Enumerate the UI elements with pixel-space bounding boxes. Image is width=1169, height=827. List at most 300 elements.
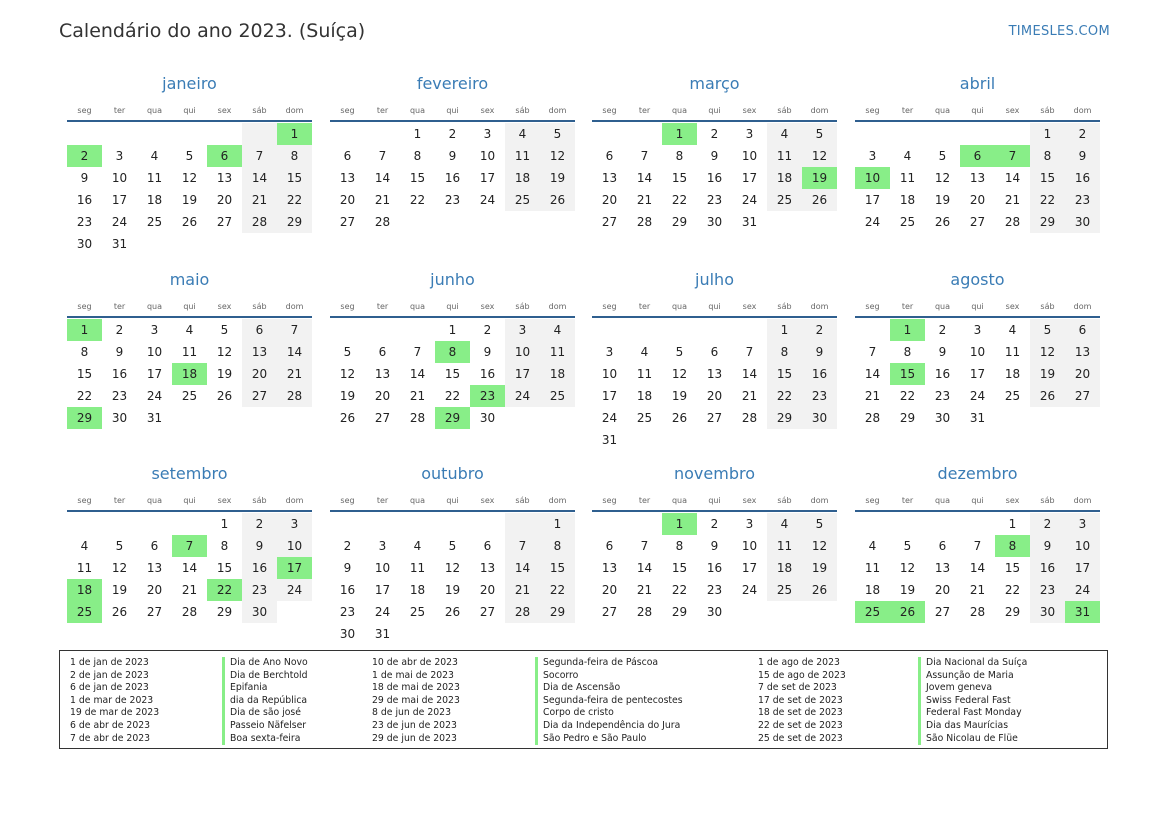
day-cell[interactable]: 2 xyxy=(710,517,719,531)
day-cell[interactable]: 8 xyxy=(413,149,422,163)
day-cell[interactable]: 9 xyxy=(938,345,947,359)
day-cell[interactable]: 20 xyxy=(216,193,233,207)
day-cell[interactable]: 24 xyxy=(479,193,496,207)
day-cell[interactable]: 4 xyxy=(505,123,540,145)
day-cell[interactable]: 29 xyxy=(899,411,916,425)
day-cell[interactable]: 12 xyxy=(339,367,356,381)
day-cell[interactable]: 7 xyxy=(378,149,387,163)
day-cell[interactable]: 13 xyxy=(146,561,163,575)
holiday-day[interactable]: 18 xyxy=(67,579,102,601)
day-cell[interactable]: 20 xyxy=(479,583,496,597)
day-cell[interactable]: 31 xyxy=(741,215,758,229)
day-cell[interactable]: 30 xyxy=(76,237,93,251)
day-cell[interactable]: 11 xyxy=(76,561,93,575)
day-cell[interactable]: 19 xyxy=(934,193,951,207)
day-cell[interactable]: 12 xyxy=(216,345,233,359)
day-cell[interactable]: 26 xyxy=(111,605,128,619)
day-cell[interactable]: 13 xyxy=(216,171,233,185)
day-cell[interactable]: 26 xyxy=(934,215,951,229)
day-cell[interactable]: 4 xyxy=(767,513,802,535)
day-cell[interactable]: 7 xyxy=(242,145,277,167)
day-cell[interactable]: 21 xyxy=(636,583,653,597)
day-cell[interactable]: 27 xyxy=(1065,385,1100,407)
day-cell[interactable]: 11 xyxy=(540,341,575,363)
day-cell[interactable]: 15 xyxy=(671,561,688,575)
day-cell[interactable]: 22 xyxy=(76,389,93,403)
day-cell[interactable]: 14 xyxy=(636,171,653,185)
day-cell[interactable]: 10 xyxy=(479,149,496,163)
day-cell[interactable]: 3 xyxy=(378,539,387,553)
day-cell[interactable]: 19 xyxy=(671,389,688,403)
day-cell[interactable]: 29 xyxy=(767,407,802,429)
day-cell[interactable]: 4 xyxy=(903,149,912,163)
holiday-day[interactable]: 1 xyxy=(890,319,925,341)
day-cell[interactable]: 24 xyxy=(1065,579,1100,601)
day-cell[interactable]: 1 xyxy=(1008,517,1017,531)
day-cell[interactable]: 29 xyxy=(216,605,233,619)
day-cell[interactable]: 25 xyxy=(181,389,198,403)
day-cell[interactable]: 15 xyxy=(767,363,802,385)
day-cell[interactable]: 10 xyxy=(1065,535,1100,557)
day-cell[interactable]: 23 xyxy=(111,389,128,403)
day-cell[interactable]: 17 xyxy=(479,171,496,185)
day-cell[interactable]: 30 xyxy=(1065,211,1100,233)
day-cell[interactable]: 17 xyxy=(864,193,881,207)
holiday-day[interactable]: 29 xyxy=(67,407,102,429)
day-cell[interactable]: 1 xyxy=(767,319,802,341)
day-cell[interactable]: 29 xyxy=(671,605,688,619)
day-cell[interactable]: 2 xyxy=(802,319,837,341)
day-cell[interactable]: 14 xyxy=(242,167,277,189)
day-cell[interactable]: 20 xyxy=(146,583,163,597)
day-cell[interactable]: 26 xyxy=(802,579,837,601)
day-cell[interactable]: 18 xyxy=(505,167,540,189)
day-cell[interactable]: 12 xyxy=(540,145,575,167)
day-cell[interactable]: 16 xyxy=(706,171,723,185)
day-cell[interactable]: 13 xyxy=(706,367,723,381)
day-cell[interactable]: 17 xyxy=(374,583,391,597)
day-cell[interactable]: 18 xyxy=(864,583,881,597)
day-cell[interactable]: 30 xyxy=(111,411,128,425)
day-cell[interactable]: 24 xyxy=(741,193,758,207)
day-cell[interactable]: 21 xyxy=(741,389,758,403)
day-cell[interactable]: 15 xyxy=(409,171,426,185)
day-cell[interactable]: 24 xyxy=(374,605,391,619)
holiday-day[interactable]: 10 xyxy=(855,167,890,189)
day-cell[interactable]: 7 xyxy=(640,149,649,163)
day-cell[interactable]: 12 xyxy=(1030,341,1065,363)
day-cell[interactable]: 28 xyxy=(409,411,426,425)
day-cell[interactable]: 16 xyxy=(802,363,837,385)
day-cell[interactable]: 3 xyxy=(745,517,754,531)
day-cell[interactable]: 31 xyxy=(146,411,163,425)
day-cell[interactable]: 28 xyxy=(636,215,653,229)
day-cell[interactable]: 3 xyxy=(150,323,159,337)
day-cell[interactable]: 20 xyxy=(601,193,618,207)
day-cell[interactable]: 10 xyxy=(505,341,540,363)
day-cell[interactable]: 26 xyxy=(339,411,356,425)
day-cell[interactable]: 24 xyxy=(277,579,312,601)
day-cell[interactable]: 29 xyxy=(1030,211,1065,233)
day-cell[interactable]: 6 xyxy=(483,539,492,553)
day-cell[interactable]: 8 xyxy=(767,341,802,363)
day-cell[interactable]: 26 xyxy=(540,189,575,211)
day-cell[interactable]: 23 xyxy=(339,605,356,619)
day-cell[interactable]: 3 xyxy=(745,127,754,141)
day-cell[interactable]: 4 xyxy=(1008,323,1017,337)
day-cell[interactable]: 6 xyxy=(242,319,277,341)
day-cell[interactable]: 1 xyxy=(413,127,422,141)
day-cell[interactable]: 25 xyxy=(505,189,540,211)
day-cell[interactable]: 20 xyxy=(374,389,391,403)
day-cell[interactable]: 14 xyxy=(277,341,312,363)
day-cell[interactable]: 20 xyxy=(1065,363,1100,385)
day-cell[interactable]: 2 xyxy=(242,513,277,535)
day-cell[interactable]: 6 xyxy=(378,345,387,359)
holiday-day[interactable]: 17 xyxy=(277,557,312,579)
day-cell[interactable]: 9 xyxy=(115,345,124,359)
day-cell[interactable]: 28 xyxy=(242,211,277,233)
day-cell[interactable]: 7 xyxy=(413,345,422,359)
day-cell[interactable]: 13 xyxy=(934,561,951,575)
day-cell[interactable]: 27 xyxy=(146,605,163,619)
day-cell[interactable]: 24 xyxy=(969,389,986,403)
day-cell[interactable]: 19 xyxy=(899,583,916,597)
day-cell[interactable]: 25 xyxy=(409,605,426,619)
day-cell[interactable]: 25 xyxy=(767,189,802,211)
day-cell[interactable]: 27 xyxy=(216,215,233,229)
day-cell[interactable]: 22 xyxy=(1030,189,1065,211)
day-cell[interactable]: 5 xyxy=(185,149,194,163)
holiday-day[interactable]: 19 xyxy=(802,167,837,189)
holiday-day[interactable]: 26 xyxy=(890,601,925,623)
day-cell[interactable]: 9 xyxy=(710,149,719,163)
day-cell[interactable]: 18 xyxy=(409,583,426,597)
day-cell[interactable]: 19 xyxy=(1030,363,1065,385)
day-cell[interactable]: 7 xyxy=(640,539,649,553)
day-cell[interactable]: 21 xyxy=(636,193,653,207)
day-cell[interactable]: 16 xyxy=(76,193,93,207)
day-cell[interactable]: 7 xyxy=(277,319,312,341)
day-cell[interactable]: 25 xyxy=(146,215,163,229)
day-cell[interactable]: 11 xyxy=(146,171,163,185)
day-cell[interactable]: 30 xyxy=(934,411,951,425)
day-cell[interactable]: 21 xyxy=(242,189,277,211)
day-cell[interactable]: 8 xyxy=(277,145,312,167)
day-cell[interactable]: 16 xyxy=(706,561,723,575)
day-cell[interactable]: 21 xyxy=(969,583,986,597)
day-cell[interactable]: 17 xyxy=(505,363,540,385)
day-cell[interactable]: 10 xyxy=(111,171,128,185)
day-cell[interactable]: 13 xyxy=(339,171,356,185)
day-cell[interactable]: 3 xyxy=(115,149,124,163)
day-cell[interactable]: 28 xyxy=(636,605,653,619)
day-cell[interactable]: 19 xyxy=(540,167,575,189)
day-cell[interactable]: 5 xyxy=(540,123,575,145)
day-cell[interactable]: 9 xyxy=(802,341,837,363)
day-cell[interactable]: 20 xyxy=(242,363,277,385)
day-cell[interactable]: 4 xyxy=(80,539,89,553)
day-cell[interactable]: 7 xyxy=(973,539,982,553)
day-cell[interactable]: 21 xyxy=(505,579,540,601)
day-cell[interactable]: 21 xyxy=(374,193,391,207)
day-cell[interactable]: 12 xyxy=(934,171,951,185)
day-cell[interactable]: 12 xyxy=(181,171,198,185)
day-cell[interactable]: 27 xyxy=(242,385,277,407)
day-cell[interactable]: 13 xyxy=(479,561,496,575)
holiday-day[interactable]: 25 xyxy=(67,601,102,623)
day-cell[interactable]: 25 xyxy=(1004,389,1021,403)
day-cell[interactable]: 22 xyxy=(899,389,916,403)
holiday-day[interactable]: 1 xyxy=(277,123,312,145)
day-cell[interactable]: 26 xyxy=(216,389,233,403)
holiday-day[interactable]: 1 xyxy=(662,123,697,145)
day-cell[interactable]: 29 xyxy=(277,211,312,233)
day-cell[interactable]: 14 xyxy=(636,561,653,575)
day-cell[interactable]: 10 xyxy=(741,149,758,163)
day-cell[interactable]: 16 xyxy=(242,557,277,579)
day-cell[interactable]: 2 xyxy=(1065,123,1100,145)
day-cell[interactable]: 4 xyxy=(868,539,877,553)
day-cell[interactable]: 11 xyxy=(767,535,802,557)
day-cell[interactable]: 13 xyxy=(601,171,618,185)
day-cell[interactable]: 26 xyxy=(181,215,198,229)
day-cell[interactable]: 14 xyxy=(969,561,986,575)
day-cell[interactable]: 15 xyxy=(76,367,93,381)
day-cell[interactable]: 24 xyxy=(146,389,163,403)
day-cell[interactable]: 23 xyxy=(1030,579,1065,601)
day-cell[interactable]: 9 xyxy=(448,149,457,163)
day-cell[interactable]: 15 xyxy=(277,167,312,189)
day-cell[interactable]: 28 xyxy=(1004,215,1021,229)
day-cell[interactable]: 1 xyxy=(220,517,229,531)
day-cell[interactable]: 12 xyxy=(899,561,916,575)
day-cell[interactable]: 11 xyxy=(1004,345,1021,359)
day-cell[interactable]: 16 xyxy=(111,367,128,381)
day-cell[interactable]: 28 xyxy=(277,385,312,407)
day-cell[interactable]: 2 xyxy=(343,539,352,553)
day-cell[interactable]: 16 xyxy=(1065,167,1100,189)
day-cell[interactable]: 11 xyxy=(864,561,881,575)
day-cell[interactable]: 18 xyxy=(146,193,163,207)
day-cell[interactable]: 4 xyxy=(150,149,159,163)
day-cell[interactable]: 6 xyxy=(938,539,947,553)
day-cell[interactable]: 27 xyxy=(601,215,618,229)
day-cell[interactable]: 29 xyxy=(671,215,688,229)
day-cell[interactable]: 2 xyxy=(448,127,457,141)
day-cell[interactable]: 8 xyxy=(220,539,229,553)
day-cell[interactable]: 6 xyxy=(710,345,719,359)
day-cell[interactable]: 15 xyxy=(444,367,461,381)
day-cell[interactable]: 3 xyxy=(973,323,982,337)
day-cell[interactable]: 30 xyxy=(706,215,723,229)
day-cell[interactable]: 9 xyxy=(483,345,492,359)
day-cell[interactable]: 28 xyxy=(505,601,540,623)
holiday-day[interactable]: 29 xyxy=(435,407,470,429)
day-cell[interactable]: 26 xyxy=(802,189,837,211)
day-cell[interactable]: 19 xyxy=(444,583,461,597)
holiday-day[interactable]: 6 xyxy=(207,145,242,167)
day-cell[interactable]: 15 xyxy=(1004,561,1021,575)
day-cell[interactable]: 14 xyxy=(181,561,198,575)
day-cell[interactable]: 8 xyxy=(80,345,89,359)
day-cell[interactable]: 2 xyxy=(115,323,124,337)
day-cell[interactable]: 19 xyxy=(181,193,198,207)
day-cell[interactable]: 7 xyxy=(745,345,754,359)
day-cell[interactable]: 8 xyxy=(675,149,684,163)
day-cell[interactable]: 24 xyxy=(111,215,128,229)
day-cell[interactable]: 23 xyxy=(444,193,461,207)
day-cell[interactable]: 27 xyxy=(969,215,986,229)
day-cell[interactable]: 14 xyxy=(374,171,391,185)
day-cell[interactable]: 18 xyxy=(767,167,802,189)
day-cell[interactable]: 13 xyxy=(601,561,618,575)
holiday-day[interactable]: 2 xyxy=(67,145,102,167)
day-cell[interactable]: 5 xyxy=(675,345,684,359)
day-cell[interactable]: 17 xyxy=(969,367,986,381)
day-cell[interactable]: 31 xyxy=(601,433,618,447)
day-cell[interactable]: 19 xyxy=(111,583,128,597)
day-cell[interactable]: 6 xyxy=(150,539,159,553)
day-cell[interactable]: 6 xyxy=(1065,319,1100,341)
day-cell[interactable]: 28 xyxy=(374,215,391,229)
day-cell[interactable]: 15 xyxy=(540,557,575,579)
day-cell[interactable]: 2 xyxy=(938,323,947,337)
day-cell[interactable]: 20 xyxy=(601,583,618,597)
day-cell[interactable]: 30 xyxy=(242,601,277,623)
day-cell[interactable]: 18 xyxy=(540,363,575,385)
day-cell[interactable]: 28 xyxy=(741,411,758,425)
day-cell[interactable]: 11 xyxy=(767,145,802,167)
day-cell[interactable]: 24 xyxy=(601,411,618,425)
day-cell[interactable]: 17 xyxy=(741,561,758,575)
day-cell[interactable]: 16 xyxy=(444,171,461,185)
day-cell[interactable]: 21 xyxy=(1004,193,1021,207)
day-cell[interactable]: 18 xyxy=(636,389,653,403)
holiday-day[interactable]: 22 xyxy=(207,579,242,601)
day-cell[interactable]: 27 xyxy=(374,411,391,425)
day-cell[interactable]: 20 xyxy=(706,389,723,403)
day-cell[interactable]: 17 xyxy=(741,171,758,185)
day-cell[interactable]: 17 xyxy=(1065,557,1100,579)
holiday-day[interactable]: 8 xyxy=(435,341,470,363)
day-cell[interactable]: 17 xyxy=(601,389,618,403)
day-cell[interactable]: 18 xyxy=(1004,367,1021,381)
holiday-day[interactable]: 1 xyxy=(662,513,697,535)
day-cell[interactable]: 18 xyxy=(899,193,916,207)
day-cell[interactable]: 30 xyxy=(479,411,496,425)
day-cell[interactable]: 25 xyxy=(636,411,653,425)
day-cell[interactable]: 31 xyxy=(111,237,128,251)
day-cell[interactable]: 4 xyxy=(413,539,422,553)
day-cell[interactable]: 26 xyxy=(444,605,461,619)
day-cell[interactable]: 6 xyxy=(343,149,352,163)
day-cell[interactable]: 15 xyxy=(216,561,233,575)
day-cell[interactable]: 20 xyxy=(339,193,356,207)
day-cell[interactable]: 16 xyxy=(479,367,496,381)
holiday-day[interactable]: 1 xyxy=(67,319,102,341)
day-cell[interactable]: 10 xyxy=(374,561,391,575)
day-cell[interactable]: 25 xyxy=(540,385,575,407)
day-cell[interactable]: 11 xyxy=(899,171,916,185)
day-cell[interactable]: 21 xyxy=(409,389,426,403)
day-cell[interactable]: 10 xyxy=(146,345,163,359)
day-cell[interactable]: 31 xyxy=(374,627,391,641)
day-cell[interactable]: 14 xyxy=(741,367,758,381)
day-cell[interactable]: 8 xyxy=(675,539,684,553)
day-cell[interactable]: 3 xyxy=(868,149,877,163)
day-cell[interactable]: 17 xyxy=(111,193,128,207)
day-cell[interactable]: 11 xyxy=(181,345,198,359)
day-cell[interactable]: 19 xyxy=(216,367,233,381)
day-cell[interactable]: 14 xyxy=(1004,171,1021,185)
day-cell[interactable]: 10 xyxy=(601,367,618,381)
day-cell[interactable]: 23 xyxy=(1065,189,1100,211)
day-cell[interactable]: 5 xyxy=(343,345,352,359)
day-cell[interactable]: 8 xyxy=(540,535,575,557)
day-cell[interactable]: 29 xyxy=(540,601,575,623)
day-cell[interactable]: 13 xyxy=(1065,341,1100,363)
day-cell[interactable]: 14 xyxy=(409,367,426,381)
day-cell[interactable]: 30 xyxy=(339,627,356,641)
day-cell[interactable]: 16 xyxy=(339,583,356,597)
day-cell[interactable]: 27 xyxy=(934,605,951,619)
day-cell[interactable]: 22 xyxy=(540,579,575,601)
holiday-day[interactable]: 7 xyxy=(172,535,207,557)
holiday-day[interactable]: 8 xyxy=(995,535,1030,557)
day-cell[interactable]: 10 xyxy=(277,535,312,557)
day-cell[interactable]: 9 xyxy=(710,539,719,553)
day-cell[interactable]: 28 xyxy=(864,411,881,425)
day-cell[interactable]: 1 xyxy=(1030,123,1065,145)
day-cell[interactable]: 13 xyxy=(374,367,391,381)
day-cell[interactable]: 9 xyxy=(1065,145,1100,167)
day-cell[interactable]: 15 xyxy=(1030,167,1065,189)
day-cell[interactable]: 20 xyxy=(969,193,986,207)
day-cell[interactable]: 24 xyxy=(741,583,758,597)
holiday-day[interactable]: 18 xyxy=(172,363,207,385)
day-cell[interactable]: 27 xyxy=(339,215,356,229)
holiday-day[interactable]: 15 xyxy=(890,363,925,385)
holiday-day[interactable]: 7 xyxy=(995,145,1030,167)
day-cell[interactable]: 23 xyxy=(76,215,93,229)
day-cell[interactable]: 11 xyxy=(505,145,540,167)
day-cell[interactable]: 4 xyxy=(540,319,575,341)
day-cell[interactable]: 1 xyxy=(540,513,575,535)
day-cell[interactable]: 5 xyxy=(115,539,124,553)
day-cell[interactable]: 6 xyxy=(605,539,614,553)
day-cell[interactable]: 6 xyxy=(605,149,614,163)
day-cell[interactable]: 5 xyxy=(1030,319,1065,341)
day-cell[interactable]: 20 xyxy=(934,583,951,597)
day-cell[interactable]: 26 xyxy=(1030,385,1065,407)
day-cell[interactable]: 13 xyxy=(969,171,986,185)
day-cell[interactable]: 4 xyxy=(185,323,194,337)
day-cell[interactable]: 30 xyxy=(1030,601,1065,623)
day-cell[interactable]: 8 xyxy=(1030,145,1065,167)
day-cell[interactable]: 23 xyxy=(706,193,723,207)
day-cell[interactable]: 8 xyxy=(903,345,912,359)
day-cell[interactable]: 5 xyxy=(903,539,912,553)
day-cell[interactable]: 5 xyxy=(220,323,229,337)
day-cell[interactable]: 28 xyxy=(969,605,986,619)
day-cell[interactable]: 9 xyxy=(1030,535,1065,557)
day-cell[interactable]: 21 xyxy=(277,363,312,385)
day-cell[interactable]: 3 xyxy=(605,345,614,359)
day-cell[interactable]: 15 xyxy=(671,171,688,185)
day-cell[interactable]: 27 xyxy=(479,605,496,619)
day-cell[interactable]: 12 xyxy=(444,561,461,575)
